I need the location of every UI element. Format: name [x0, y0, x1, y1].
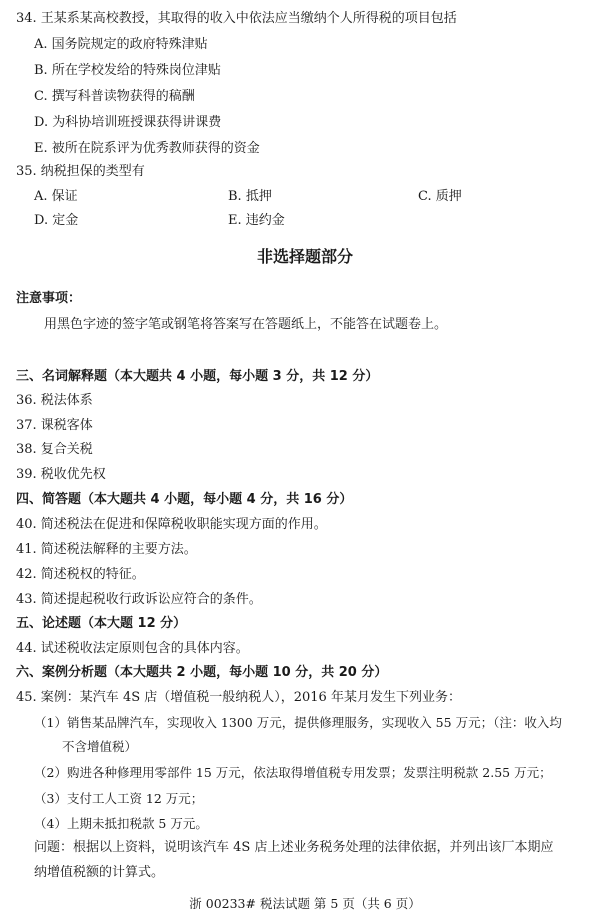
page-footer: 浙 00233# 税法试题 第 5 页（共 6 页） — [189, 896, 421, 911]
case-item-4: （4）上期未抵扣税款 5 万元。 — [34, 816, 208, 831]
case-item-1-note: 不含增值税） — [62, 739, 138, 754]
q35-option-e: E. 违约金 — [228, 213, 285, 228]
q35-option-b: B. 抵押 — [228, 189, 272, 204]
q34-option-d: D. 为科协培训班授课获得讲课费 — [34, 115, 222, 130]
part4-item-42: 42. 简述税权的特征。 — [16, 567, 145, 582]
part5-heading: 五、论述题（本大题 12 分） — [16, 616, 187, 631]
q35-option-a: A. 保证 — [34, 189, 78, 204]
part4-item-41: 41. 简述税法解释的主要方法。 — [16, 542, 197, 557]
part3-heading: 三、名词解释题（本大题共 4 小题，每小题 3 分，共 12 分） — [16, 369, 379, 384]
part3-item-39: 39. 税收优先权 — [16, 467, 106, 482]
notice-text: 用黑色字迹的签字笔或钢笔将答案写在答题纸上，不能答在试题卷上。 — [44, 317, 448, 332]
part4-item-43: 43. 简述提起税收行政诉讼应符合的条件。 — [16, 592, 262, 607]
q34-option-a: A. 国务院规定的政府特殊津贴 — [34, 37, 208, 52]
case-intro: 45. 案例：某汽车 4S 店（增值税一般纳税人），2016 年某月发生下列业务： — [16, 690, 461, 705]
case-item-2: （2）购进各种修理用零部件 15 万元，依法取得增值税专用发票；发票注明税款 2.55 万元； — [34, 765, 552, 780]
case-question-line-1: 问题：根据以上资料，说明该汽车 4S 店上述业务税务处理的法律依据，并列出该厂本期应 — [34, 840, 554, 855]
notice-heading: 注意事项： — [16, 291, 82, 306]
part5-item-44: 44. 试述税收法定原则包含的具体内容。 — [16, 641, 249, 656]
q34-option-b: B. 所在学校发给的特殊岗位津贴 — [34, 63, 221, 78]
q35-stem: 35. 纳税担保的类型有 — [16, 164, 145, 179]
case-item-3: （3）支付工人工资 12 万元； — [34, 791, 204, 806]
part6-heading: 六、案例分析题（本大题共 2 小题，每小题 10 分，共 20 分） — [16, 665, 388, 680]
section-title: 非选择题部分 — [256, 247, 353, 266]
part3-item-38: 38. 复合关税 — [16, 442, 93, 457]
case-item-1: （1）销售某品牌汽车，实现收入 1300 万元，提供修理服务，实现收入 55 万元；（注：收入均 — [34, 715, 562, 730]
case-question-line-2: 纳增值税额的计算式。 — [34, 865, 165, 880]
q35-option-c: C. 质押 — [418, 189, 462, 204]
part4-heading: 四、简答题（本大题共 4 小题，每小题 4 分，共 16 分） — [16, 492, 353, 507]
part4-item-40: 40. 简述税法在促进和保障税收职能实现方面的作用。 — [16, 517, 327, 532]
q34-stem: 34. 王某系某高校教授，其取得的收入中依法应当缴纳个人所得税的项目包括 — [16, 11, 457, 26]
q35-option-d: D. 定金 — [34, 213, 79, 228]
part3-item-36: 36. 税法体系 — [16, 393, 93, 408]
part3-item-37: 37. 课税客体 — [16, 418, 93, 433]
q34-option-e: E. 被所在院系评为优秀教师获得的资金 — [34, 141, 260, 156]
q34-option-c: C. 撰写科普读物获得的稿酬 — [34, 89, 195, 104]
